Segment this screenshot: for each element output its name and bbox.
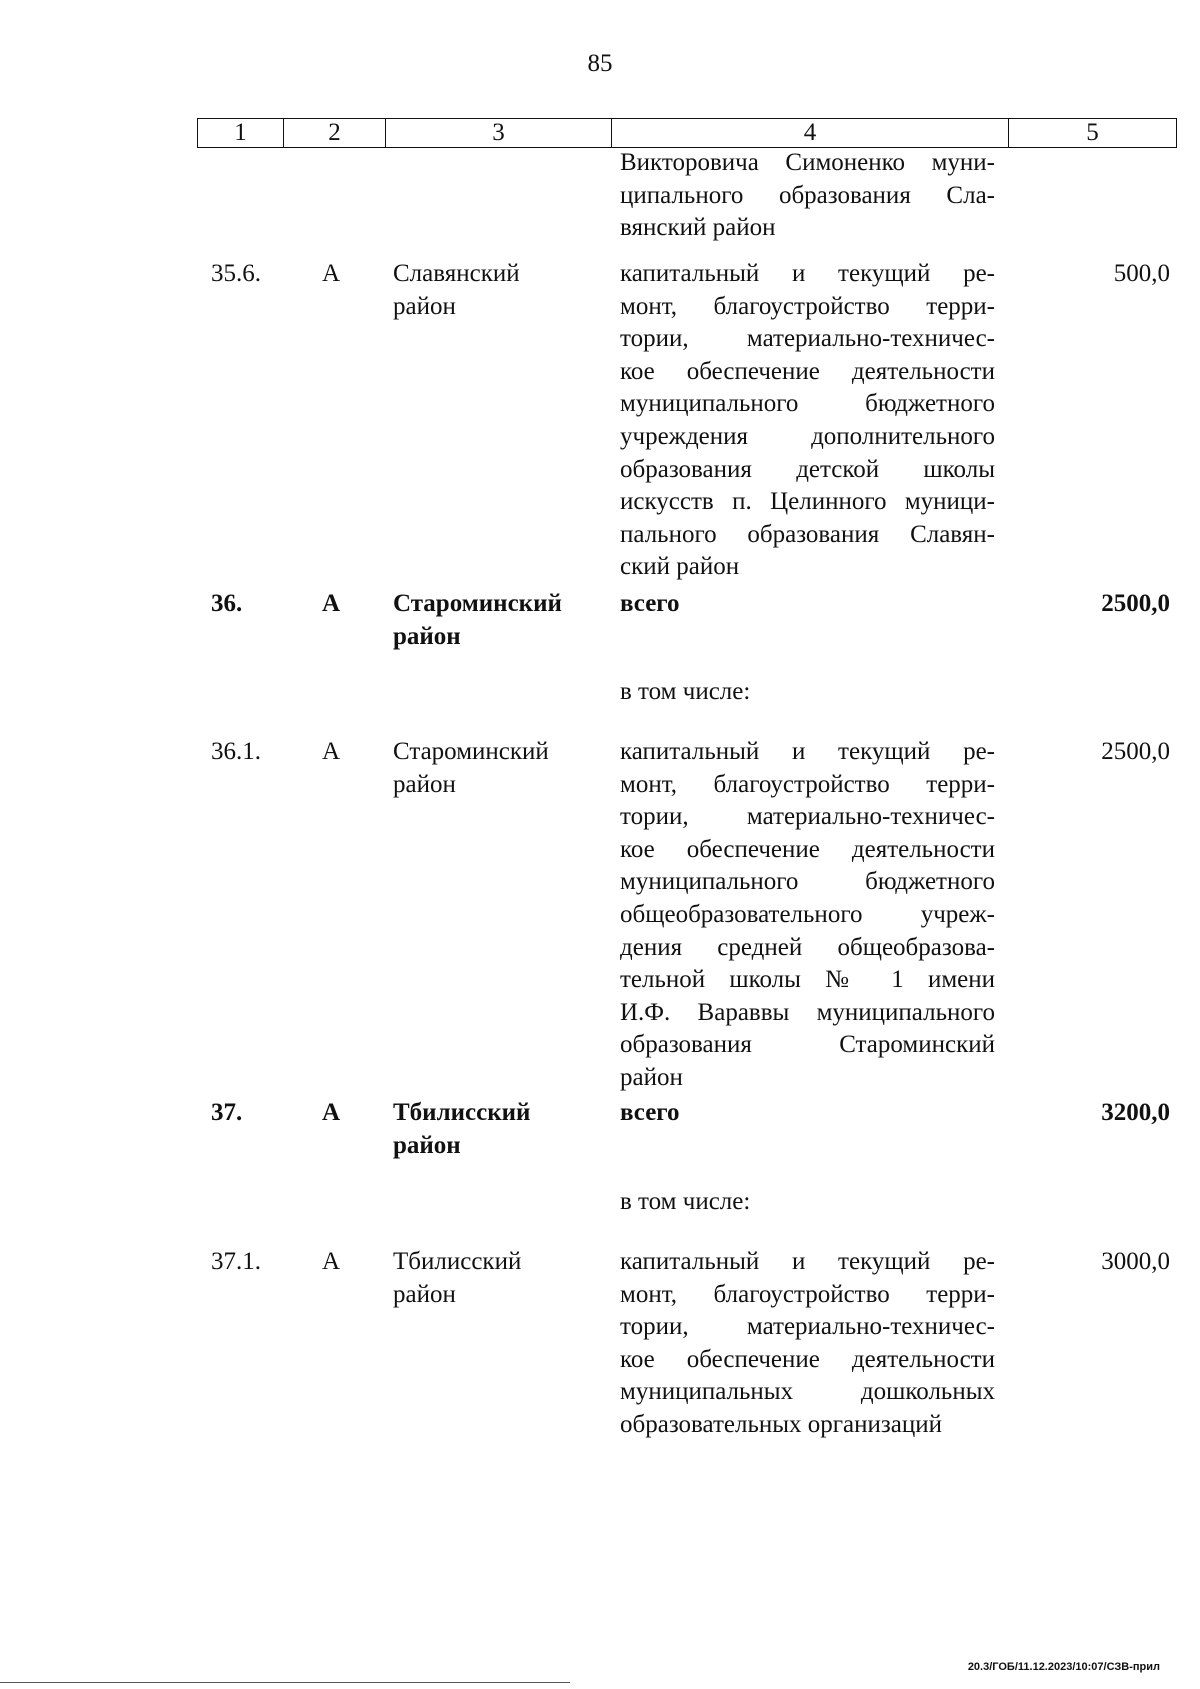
text-line: Тбилисский	[393, 1248, 522, 1275]
header-col-1: 1	[198, 119, 284, 147]
row-number: 35.6.	[211, 260, 261, 287]
text-line: дения средней общеобразова-	[620, 933, 995, 961]
text-line: тельной школы № 1 имени	[620, 966, 995, 994]
text-line: район	[393, 292, 456, 320]
text-line: искусств п. Целинного муници-	[620, 488, 995, 516]
subtotal-note: в том числе:	[620, 678, 751, 705]
header-col-4: 4	[612, 119, 1009, 147]
row-category: А	[322, 738, 341, 765]
text-line: образования Староминский	[620, 1031, 995, 1059]
text-line: ский район	[620, 553, 740, 581]
row-amount: 500,0	[1113, 260, 1170, 287]
text-line: Славянский	[393, 260, 520, 287]
row-amount: 3200,0	[1101, 1099, 1170, 1126]
text-line: район	[393, 622, 461, 650]
continuation-text	[620, 147, 995, 245]
text-line: монт, благоустройство терри-	[620, 1280, 995, 1308]
row-description	[620, 588, 995, 621]
text-line: ципального образования Сла-	[620, 181, 995, 209]
text-line: всего	[620, 590, 680, 617]
text-line: вянский район	[620, 214, 776, 242]
text-line: кое обеспечение деятельности	[620, 1345, 995, 1373]
row-description	[620, 1246, 995, 1442]
text-line: всего	[620, 1099, 680, 1126]
text-line: образования детской школы	[620, 455, 995, 483]
row-description	[620, 736, 995, 1095]
text-line: капитальный и текущий ре-	[620, 260, 995, 287]
header-col-5: 5	[1086, 119, 1099, 146]
text-line: И.Ф. Вараввы муниципального	[620, 998, 995, 1026]
text-line: муниципального бюджетного	[620, 868, 995, 896]
text-line: Тбилисский	[393, 1099, 531, 1126]
text-line: учреждения дополнительного	[620, 422, 995, 450]
row-number: 37.	[211, 1099, 243, 1126]
text-line: капитальный и текущий ре-	[620, 1248, 995, 1275]
row-district	[393, 258, 603, 323]
row-amount: 3000,0	[1101, 1248, 1170, 1275]
text-line: тории, материально-техничес-	[620, 325, 995, 353]
row-category: А	[322, 1248, 341, 1275]
row-district	[393, 1097, 603, 1162]
text-line: тории, материально-техничес-	[620, 803, 995, 831]
document-code: 20.3/ГОБ/11.12.2023/10:07/СЗВ-прил	[967, 1661, 1160, 1673]
text-line: Староминский	[393, 590, 562, 617]
text-line: Староминский	[393, 738, 549, 765]
row-number: 37.1.	[211, 1248, 261, 1275]
bottom-rule	[0, 1682, 570, 1683]
row-description	[620, 1097, 995, 1130]
text-line: муниципального бюджетного	[620, 390, 995, 418]
row-district	[393, 1246, 603, 1311]
row-number: 36.1.	[211, 738, 261, 765]
text-line: Викторовича Симоненко муни-	[620, 149, 995, 176]
text-line: монт, благоустройство терри-	[620, 770, 995, 798]
text-line: муниципальных дошкольных	[620, 1378, 995, 1406]
text-line: монт, благоустройство терри-	[620, 292, 995, 320]
row-description	[620, 258, 995, 584]
text-line: район	[620, 1063, 683, 1091]
row-amount: 2500,0	[1101, 738, 1170, 765]
text-line: кое обеспечение деятельности	[620, 357, 995, 385]
table-header-row	[197, 118, 1177, 148]
header-col-2: 2	[284, 119, 386, 147]
row-number: 36.	[211, 590, 243, 617]
row-category: А	[322, 1099, 341, 1126]
row-category: А	[322, 590, 341, 617]
text-line: район	[393, 1131, 461, 1159]
text-line: капитальный и текущий ре-	[620, 738, 995, 765]
text-line: район	[393, 770, 456, 798]
text-line: пального образования Славян-	[620, 520, 995, 548]
row-amount: 2500,0	[1101, 590, 1170, 617]
header-col-3: 3	[386, 119, 612, 147]
row-district	[393, 736, 603, 801]
text-line: тории, материально-техничес-	[620, 1313, 995, 1341]
text-line: район	[393, 1280, 456, 1308]
row-category: А	[322, 260, 341, 287]
subtotal-note: в том числе:	[620, 1188, 751, 1215]
text-line: образовательных организаций	[620, 1410, 943, 1438]
page-number: 85	[587, 50, 613, 77]
row-district	[393, 588, 603, 653]
text-line: общеобразовательного учреж-	[620, 900, 995, 928]
text-line: кое обеспечение деятельности	[620, 835, 995, 863]
